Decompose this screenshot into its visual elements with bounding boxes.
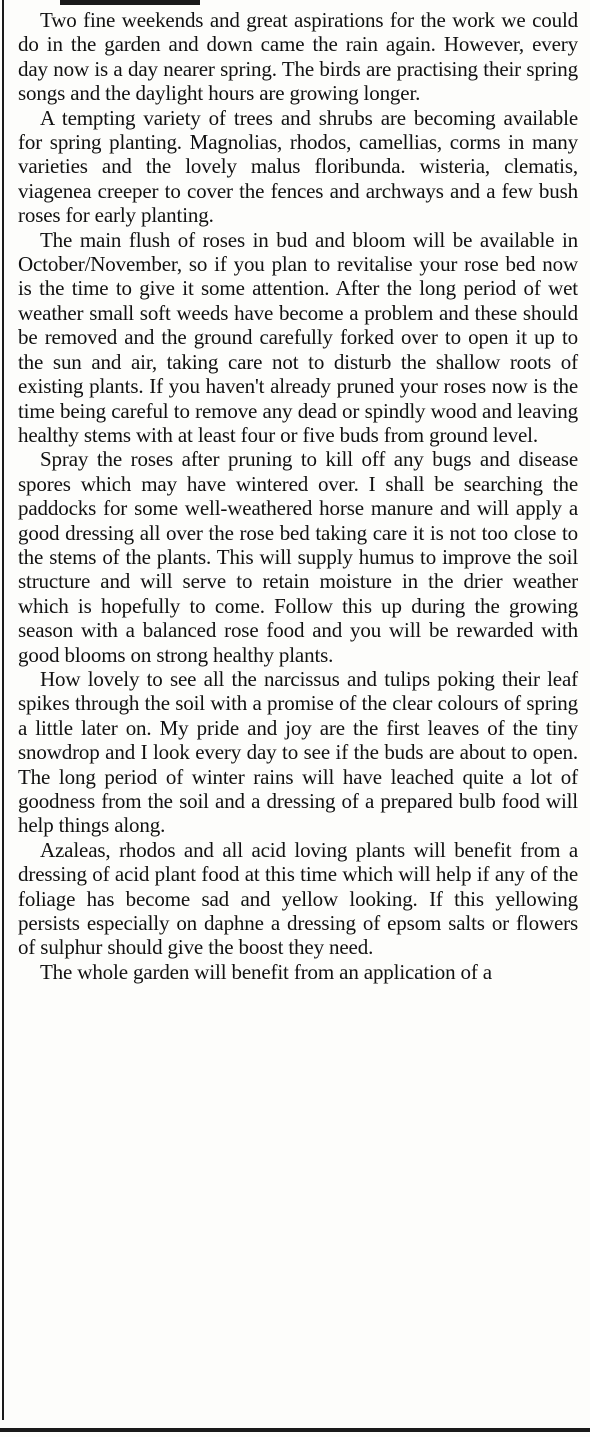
paragraph-6: Azaleas, rhodos and all acid loving plants will benefit from a dressing of acid plant food at this time which will help if any of the foliage has become sad and yellow looking. If this yellowing persists especially on daphne a dressing of epsom salts or flowers of sulphur should give the boost they need. xyxy=(18,837,578,960)
paragraph-4: Spray the roses after pruning to kill off any bugs and disease spores which may have wintered over. I shall be searching the paddocks for some well-weathered horse manure and will apply a good dressing all over the rose bed taking care it is not too close to the stems of the plants. This will supply humus to improve the soil structure and will serve to retain moisture in the drier weather which is hopefully to come. Follow this up during the growing season with a balanced rose food and you will be rewarded with good blooms on strong healthy plants. xyxy=(18,447,578,667)
paragraph-2: A tempting variety of trees and shrubs are becoming available for spring planting. Magnolias, rhodos, camellias, corms in many varieties and the lovely malus floribunda. wisteria, clematis, viagenea creeper to cover the fences and archways and a few bush roses for early planting. xyxy=(18,105,578,228)
bottom-rule xyxy=(0,1428,590,1432)
article-body xyxy=(18,8,578,984)
column-rule xyxy=(2,0,4,1420)
paragraph-1: Two fine weekends and great aspirations for the work we could do in the garden and down came the rain again. However, every day now is a day nearer spring. The birds are practising their spring songs and the daylight hours are growing longer. xyxy=(18,8,578,106)
top-rule xyxy=(60,0,200,5)
paragraph-3: The main flush of roses in bud and bloom will be available in October/November, so if you plan to revitalise your rose bed now is the time to give it some attention. After the long period of wet weather small soft weeds have become a problem and these should be removed and the ground carefully forked over to open it up to the sun and air, taking care not to disturb the shallow roots of existing plants. If you haven't already pruned your roses now is the time being careful to remove any dead or spindly wood and leaving healthy stems with at least four or five buds from ground level. xyxy=(18,227,578,447)
paragraph-7: The whole garden will benefit from an application of a xyxy=(40,959,492,984)
paragraph-5: How lovely to see all the narcissus and tulips poking their leaf spikes through the soil with a promise of the clear colours of spring a little later on. My pride and joy are the first leaves of the tiny snowdrop and I look every day to see if the buds are about to open. The long period of winter rains will have leached quite a lot of goodness from the soil and a dressing of a prepared bulb food will help things along. xyxy=(18,666,578,838)
